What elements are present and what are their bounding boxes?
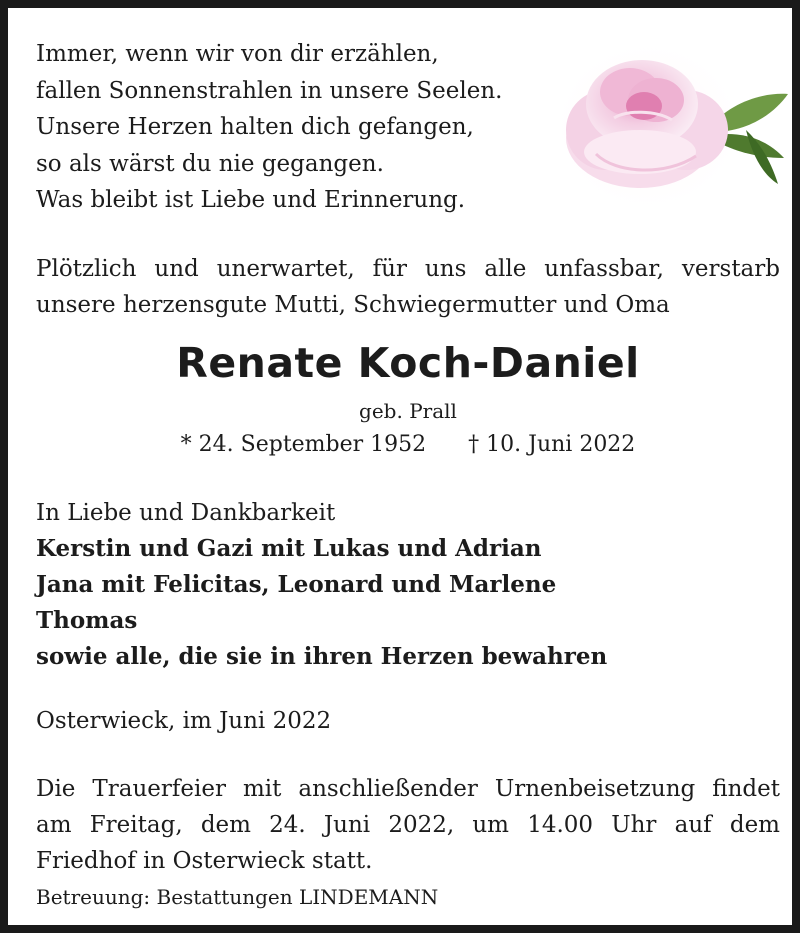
maiden-name: geb. Prall [359,399,457,423]
mourner-line: Thomas [36,607,138,634]
service-line: am Freitag, dem 24. Juni 2022, um 14.00 Uhr auf dem [36,812,780,838]
mourners-intro: In Liebe und Dankbarkeit [36,500,336,526]
poem-line: fallen Sonnenstrahlen in unsere Seelen. [36,77,503,104]
poem-line: Unsere Herzen halten dich gefangen, [36,114,474,140]
mourner-line: sowie alle, die sie in ihren Herzen bewahren [36,643,608,670]
poem-line: so als wärst du nie gegangen. [36,150,384,177]
death-announcement [36,251,780,323]
mourner-line: Kerstin und Gazi mit Lukas und Adrian [36,535,542,562]
mourner-line: Jana mit Felicitas, Leonard und Marlene [36,571,557,598]
undertaker: Betreuung: Bestattungen LINDEMANN [36,885,439,909]
funeral-service-info [36,771,780,879]
life-dates [8,432,800,457]
poem [36,36,556,219]
place-and-date: Osterwieck, im Juni 2022 [36,708,332,734]
announcement-line: Plötzlich und unerwartet, für uns alle unfassbar, verstarb [36,256,780,282]
death-date: † 10. Juni 2022 [468,432,636,457]
poem-line: Immer, wenn wir von dir erzählen, [36,41,439,67]
deceased-name: Renate Koch-Daniel [176,339,640,387]
announcement-line: unsere herzensgute Mutti, Schwiegermutter und Oma [36,292,670,318]
service-line: Friedhof in Osterwieck statt. [36,848,373,874]
service-line: Die Trauerfeier mit anschließender Urnenbeisetzung findet [36,776,780,802]
peony-flower-icon [556,34,788,216]
mourners [36,495,780,675]
birth-date: * 24. September 1952 [180,432,427,457]
poem-line: Was bleibt ist Liebe und Erinnerung. [36,187,466,213]
